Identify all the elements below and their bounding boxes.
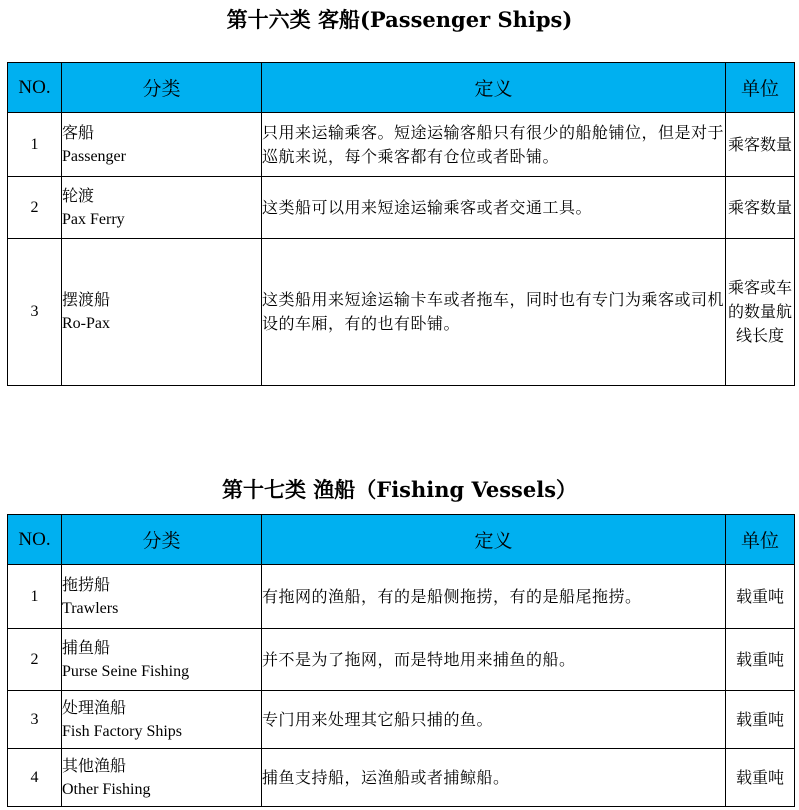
row-definition: 只用来运输乘客。短途运输客船只有很少的船舱铺位，但是对于巡航来说，每个乘客都有仓位或者卧铺。 bbox=[262, 113, 726, 177]
row-definition: 捕鱼支持船，运渔船或者捕鲸船。 bbox=[262, 749, 726, 807]
table-row bbox=[8, 629, 795, 691]
row-number: 2 bbox=[8, 177, 62, 239]
category-zh: 轮渡 bbox=[62, 185, 95, 205]
header-unit: 单位 bbox=[726, 63, 795, 113]
row-category bbox=[62, 691, 262, 749]
category-zh: 摆渡船 bbox=[62, 290, 111, 309]
table-row bbox=[8, 113, 795, 177]
row-category bbox=[62, 565, 262, 629]
category-zh: 其他渔船 bbox=[62, 755, 127, 775]
header-definition: 定义 bbox=[262, 63, 726, 113]
row-category bbox=[62, 629, 262, 691]
row-unit: 载重吨 bbox=[726, 629, 795, 691]
table-header-row bbox=[8, 515, 795, 565]
category-zh: 捕鱼船 bbox=[62, 637, 111, 657]
category-en: Other Fishing bbox=[62, 780, 151, 798]
category-en: Trawlers bbox=[62, 599, 119, 617]
category-zh: 客船 bbox=[62, 122, 95, 142]
section-title-passenger-ships: 第十六类 客船(Passenger Ships) bbox=[226, 7, 573, 32]
row-category bbox=[62, 177, 262, 239]
table-header-row bbox=[8, 63, 795, 113]
table-row bbox=[8, 691, 795, 749]
category-en: Ro-Pax bbox=[62, 315, 110, 332]
passenger-ships-table bbox=[7, 62, 795, 386]
row-unit: 乘客数量 bbox=[726, 113, 795, 177]
category-en: Pax Ferry bbox=[62, 210, 125, 228]
category-en: Purse Seine Fishing bbox=[62, 662, 190, 680]
row-category bbox=[62, 749, 262, 807]
row-number: 1 bbox=[8, 565, 62, 629]
row-number: 2 bbox=[8, 629, 62, 691]
header-definition: 定义 bbox=[262, 515, 726, 565]
category-en: Fish Factory Ships bbox=[62, 722, 183, 740]
table-row bbox=[8, 177, 795, 239]
table-row bbox=[8, 565, 795, 629]
row-category bbox=[62, 239, 262, 386]
row-number: 3 bbox=[8, 239, 62, 386]
row-unit: 乘客或车的数量航线长度 bbox=[726, 239, 795, 386]
row-unit: 载重吨 bbox=[726, 691, 795, 749]
row-unit: 载重吨 bbox=[726, 749, 795, 807]
row-definition: 这类船可以用来短途运输乘客或者交通工具。 bbox=[262, 177, 726, 239]
row-definition: 有拖网的渔船，有的是船侧拖捞，有的是船尾拖捞。 bbox=[262, 565, 726, 629]
header-category: 分类 bbox=[62, 63, 262, 113]
header-no: NO. bbox=[8, 515, 62, 565]
header-no: NO. bbox=[8, 63, 62, 113]
table-row bbox=[8, 239, 795, 386]
row-number: 3 bbox=[8, 691, 62, 749]
header-unit: 单位 bbox=[726, 515, 795, 565]
row-number: 1 bbox=[8, 113, 62, 177]
category-zh: 拖捞船 bbox=[62, 574, 111, 594]
row-number: 4 bbox=[8, 749, 62, 807]
row-category bbox=[62, 113, 262, 177]
header-category: 分类 bbox=[62, 515, 262, 565]
row-definition: 专门用来处理其它船只捕的鱼。 bbox=[262, 691, 726, 749]
category-zh: 处理渔船 bbox=[62, 697, 127, 717]
fishing-vessels-table bbox=[7, 514, 795, 807]
row-definition: 并不是为了拖网，而是特地用来捕鱼的船。 bbox=[262, 629, 726, 691]
row-unit: 载重吨 bbox=[726, 565, 795, 629]
category-en: Passenger bbox=[62, 147, 126, 165]
section-title-fishing-vessels: 第十七类 渔船（Fishing Vessels） bbox=[221, 477, 578, 502]
row-definition: 这类船用来短途运输卡车或者拖车，同时也有专门为乘客或司机设的车厢，有的也有卧铺。 bbox=[262, 239, 726, 386]
table-row bbox=[8, 749, 795, 807]
row-unit: 乘客数量 bbox=[726, 177, 795, 239]
